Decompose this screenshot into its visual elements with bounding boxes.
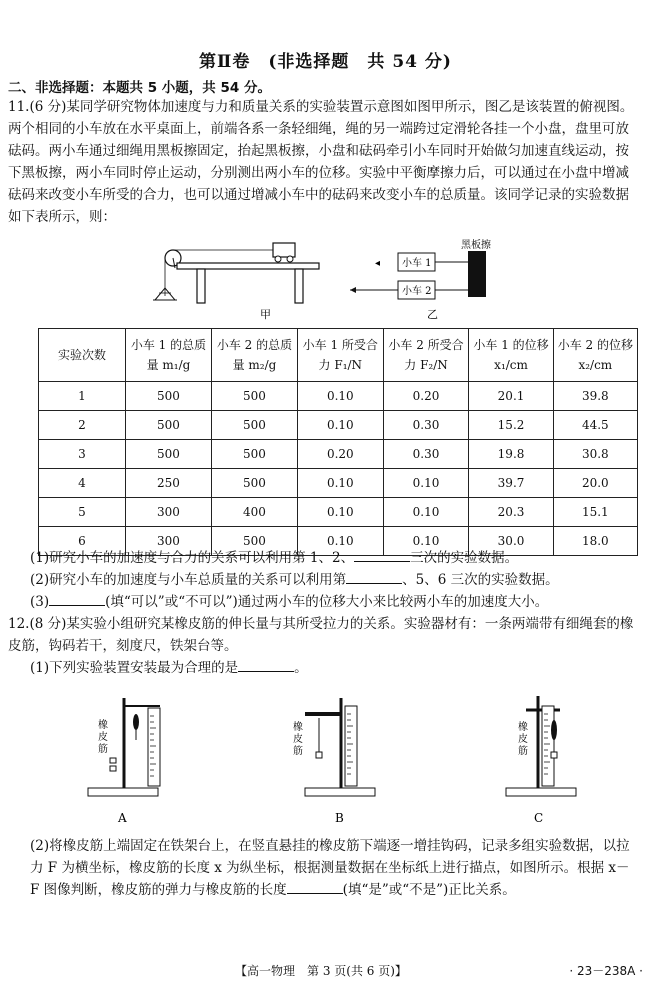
table-cell: 300 [126,498,212,527]
question-11-body: 11.(6 分)某同学研究物体加速度与力和质量关系的实验装置示意图如图甲所示，图乙是该装置的俯视图。两个相同的小车放在水平桌面上，前端各系一条轻细绳，绳的另一端跨过定滑轮各挂一个小盘，盘里可放砝码。两小车通过细绳用黑板擦固定，抬起黑板擦，小盘和砝码牵引小车同时开始做匀加速直线运动，按下黑板擦，两小车同时停止运动，分别测出两小车的位移。实验中平衡摩擦力后，可以通过在小盘中增减砝码来改变小车所受的合力，也可以通过增减小车中的砝码来改变小车的总质量。该同学记录的实验数据如下表所示，则： [8,99,634,225]
table-cell: 20.0 [553,469,637,498]
rubber-band [133,714,139,730]
q11-part1-b: 三次的实验数据。 [410,550,519,566]
svg-text:皮: 皮 [293,734,303,745]
apparatus-c [490,688,600,828]
header-cell: 小车 2 所受合力 F₂/N [383,329,469,382]
answer-blank[interactable] [354,547,410,562]
table-cell: 39.7 [469,469,553,498]
q11-part2 [8,569,638,591]
option-a-label: A [118,811,127,825]
table-cell: 15.1 [553,498,637,527]
fig-yi-label: 乙 [427,308,438,320]
eraser-label: 黑板擦 [461,240,491,251]
table-cell: 19.8 [469,440,553,469]
table-cell: 500 [211,382,297,411]
table-cell: 500 [126,411,212,440]
table-cell: 0.30 [383,440,469,469]
answer-blank[interactable] [238,657,294,672]
table-cell: 5 [39,498,126,527]
fig-jia-label: 甲 [260,308,271,320]
header-cell: 小车 2 的总质量 m₂/g [211,329,297,382]
cart [273,243,295,257]
header-cell: 小车 1 的位移 x₁/cm [469,329,553,382]
question-12-text [8,613,638,657]
q11-part1 [8,547,638,569]
figure-jia [145,238,330,320]
table-header-row [39,329,638,382]
table-cell: 6 [39,527,126,556]
table-cell: 18.0 [553,527,637,556]
answer-blank[interactable] [287,879,343,894]
q11-part3-a: (3) [30,594,50,610]
part-title: 第Ⅱ卷 (非选择题 共 54 分) [199,52,452,72]
question-12-body: 12.(8 分)某实验小组研究某橡皮筋的伸长量与其所受拉力的关系。实验器材有：一条两端带有细绳套的橡皮筋，钩码若干，刻度尺，铁架台等。 [8,616,634,654]
apparatus-a [80,688,190,828]
table-cell: 0.10 [297,469,383,498]
table-cell: 0.10 [297,411,383,440]
svg-text:皮: 皮 [98,732,108,743]
q11-part1-a: (1)研究小车的加速度与合力的关系可以利用第 1、2、 [30,550,355,566]
table-cell: 3 [39,440,126,469]
q11-part3 [8,591,638,613]
svg-text:橡: 橡 [293,722,303,733]
section-heading: 二、非选择题：本题共 5 小题，共 54 分。 [8,80,271,96]
q12-part2 [8,835,638,901]
header-cell: 小车 1 所受合力 F₁/N [297,329,383,382]
q12-part1-a: (1)下列实验装置安装最为合理的是 [30,660,239,676]
eraser-block [468,251,486,297]
header-cell: 实验次数 [39,329,126,382]
table-cell: 400 [211,498,297,527]
header-cell: 小车 1 的总质量 m₁/g [126,329,212,382]
table-cell: 0.20 [297,440,383,469]
table-cell: 0.10 [297,382,383,411]
svg-text:橡: 橡 [518,722,528,733]
header-cell: 小车 2 的位移 x₂/cm [553,329,637,382]
table-cell: 0.10 [383,498,469,527]
table-row [39,382,638,411]
ruler [148,708,160,786]
table-cell: 15.2 [469,411,553,440]
q11-part2-b: 、5、6 三次的实验数据。 [402,572,559,588]
answer-blank[interactable] [346,569,402,584]
table-cell: 300 [126,527,212,556]
table-top [177,263,319,269]
apparatus-b [285,688,395,828]
table-cell: 0.10 [297,527,383,556]
car1-label: 小车 1 [402,258,432,269]
table-cell: 500 [211,469,297,498]
q12-part2-b: (填“是”或“不是”)正比关系。 [342,882,516,898]
svg-text:筋: 筋 [98,744,108,755]
table-row [39,469,638,498]
answer-blank[interactable] [49,591,105,606]
svg-text:筋: 筋 [518,746,528,757]
q12-part1 [8,657,638,679]
footer-code: · 23－238A · [569,964,643,978]
table-cell: 4 [39,469,126,498]
table-cell: 30.0 [469,527,553,556]
option-c-label: C [534,811,544,825]
table-cell: 0.20 [383,382,469,411]
table-cell: 1 [39,382,126,411]
table-row [39,498,638,527]
table-cell: 44.5 [553,411,637,440]
q12-part1-b: 。 [294,660,308,676]
data-table [38,328,638,556]
table-cell: 500 [211,440,297,469]
table-cell: 2 [39,411,126,440]
table-cell: 500 [211,527,297,556]
q12-part2-a: (2)将橡皮筋上端固定在铁架台上，在竖直悬挂的橡皮筋下端逐一增挂钩码，记录多组实验数据，以拉力 F 为横坐标，橡皮筋的长度 x 为纵坐标，根据测量数据在坐标纸上进行描点，如图所示。根据 x－F 图像判断，橡皮筋的弹力与橡皮筋的长度 [30,838,630,898]
table-cell: 39.8 [553,382,637,411]
car2-label: 小车 2 [402,286,432,297]
svg-text:皮: 皮 [518,734,528,745]
footer-center: 【高一物理 第 3 页(共 6 页)】 [235,964,407,978]
option-b-label: B [335,811,344,825]
table-cell: 500 [126,440,212,469]
table-cell: 20.3 [469,498,553,527]
table-cell: 0.10 [383,527,469,556]
table-cell: 30.8 [553,440,637,469]
table-cell: 0.30 [383,411,469,440]
table-cell: 250 [126,469,212,498]
q11-part2-a: (2)研究小车的加速度与小车总质量的关系可以利用第 [30,572,347,588]
table-row [39,411,638,440]
table-cell: 0.10 [297,498,383,527]
table-cell: 500 [211,411,297,440]
question-11-text [8,96,638,228]
svg-text:橡: 橡 [98,720,108,731]
q11-part3-b: (填“可以”或“不可以”)通过两小车的位移大小来比较两小车的加速度大小。 [105,594,549,610]
svg-text:筋: 筋 [293,746,303,757]
table-row [39,440,638,469]
table-cell: 20.1 [469,382,553,411]
table-cell: 500 [126,382,212,411]
table-cell: 0.10 [383,469,469,498]
svg-text:◂: ◂ [375,258,381,269]
figure-yi [345,238,525,320]
